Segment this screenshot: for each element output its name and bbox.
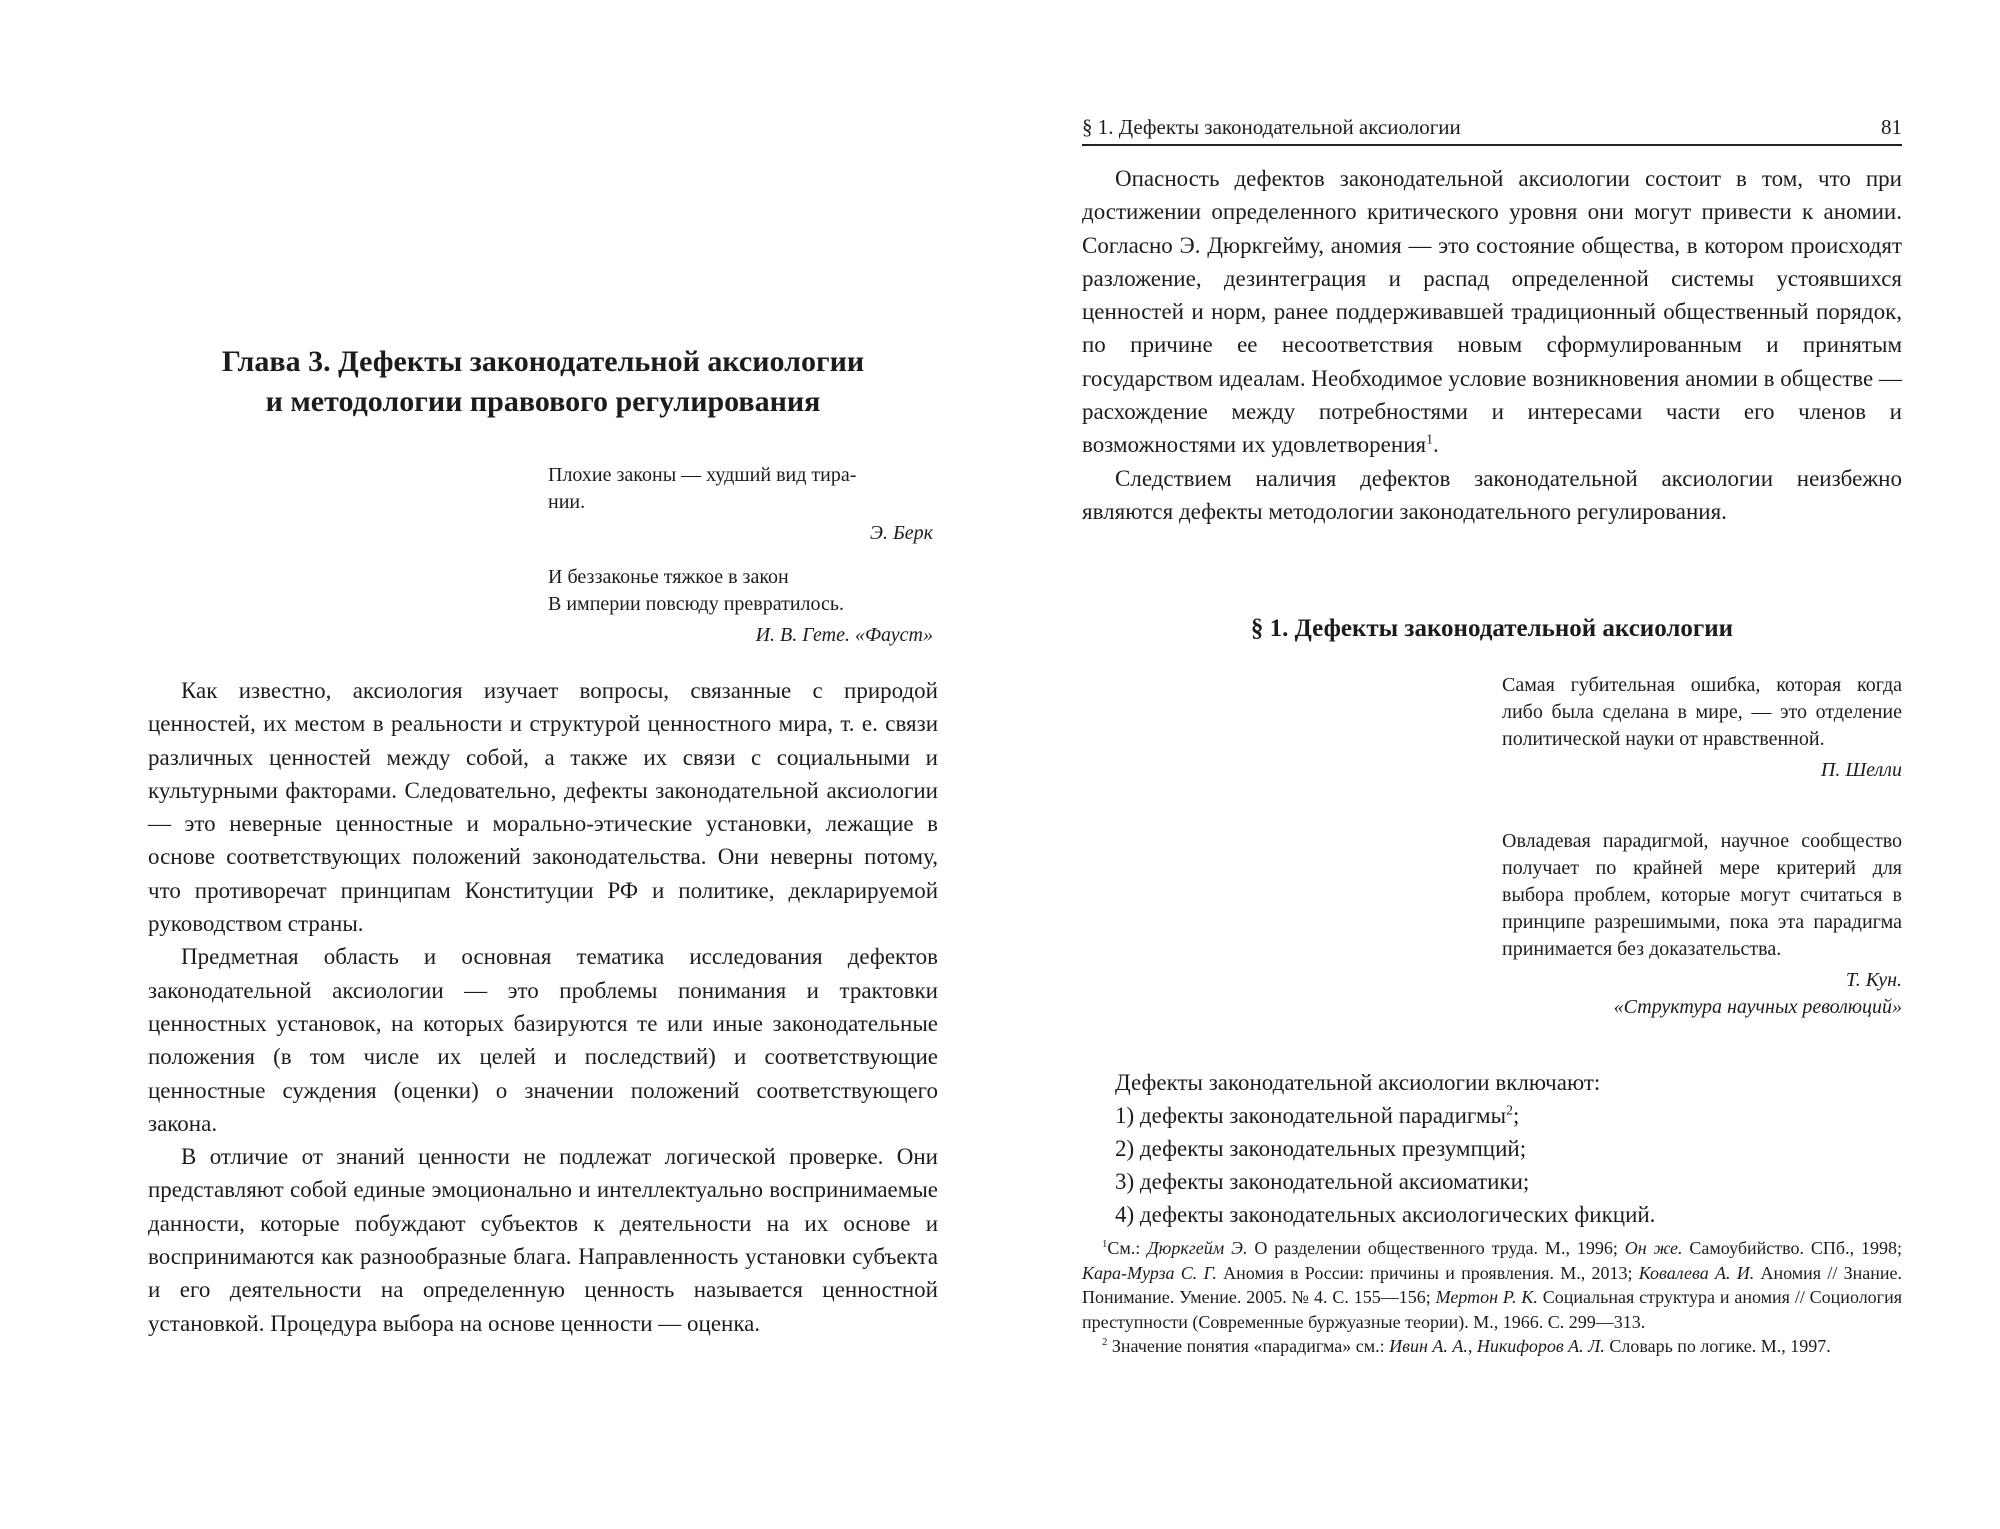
footnote-author: Дюркгейм Э. [1147, 1238, 1248, 1258]
footnote-author: Кара-Мурза С. Г. [1082, 1262, 1217, 1283]
running-head-title: § 1. Дефекты законодательной аксиологии [1082, 115, 1461, 139]
footnote-2 [1082, 1334, 1902, 1359]
footnote-ref-1: 1 [1426, 431, 1433, 447]
list-item-end: ; [1512, 1103, 1520, 1128]
epigraph-kuhn [1502, 828, 1902, 1021]
epigraph-line: Плохие законы — худший вид тира- [548, 464, 857, 486]
page-number: 81 [1881, 115, 1902, 139]
paragraph: Как известно, аксиология изучает вопросы, связанные с природой ценностей, их местом в реальности и структурой ценностного мира, т. е. связи различных ценностей между собой, а также их связи с социальными и культурными факторами. Следовательно, дефекты законодательной аксиологии — это неверные ценностные и морально-этические установки, лежащие в основе соответствующих положений законодательства. Они неверны потому, что противоречат принципам Конституции РФ и политике, декларируемой руководством страны. [148, 678, 938, 937]
epigraph-author: Э. Берк [869, 522, 933, 544]
paragraph [1082, 162, 1902, 462]
footnotes [1082, 1236, 1902, 1359]
running-head [1082, 110, 1902, 146]
chapter-title [148, 342, 938, 422]
epigraph-author: П. Шелли [1820, 759, 1902, 781]
right-body-text [1082, 162, 1902, 528]
epigraph-line: нии. [548, 491, 586, 513]
footnote-text: См.: [1107, 1238, 1148, 1258]
defects-list [1115, 1066, 1905, 1231]
footnote-author: Он же. [1624, 1238, 1683, 1258]
epigraph-burke [548, 462, 933, 547]
epigraph-author: И. В. Гете. «Фауст» [755, 624, 933, 646]
chapter-title-line-2: и методологии правового регулирования [265, 385, 821, 418]
paragraph: Предметная область и основная тематика исследования дефектов законодательной аксиологии — это проблемы понимания и трактовки ценностных установок, на которых базируются те или иные законодательные положения (в том числе их целей и последствий) и соответствующие ценностные суждения (оценки) о значении положений соответствующего закона. [148, 944, 938, 1136]
footnote-text: О разделении общественного труда. М., 1996; [1247, 1238, 1625, 1258]
section-title: § 1. Дефекты законодательной аксиологии [1250, 615, 1734, 642]
left-body-text [148, 674, 938, 1340]
footnote-1 [1082, 1236, 1902, 1334]
footnote-ref-2: 2 [1506, 1102, 1513, 1118]
footnote-text: Значение понятия «парадигма» см.: [1107, 1336, 1390, 1356]
list-item: 4) дефекты законодательных аксиологических фикций. [1115, 1202, 1656, 1227]
epigraph-line: В империи повсюду превратилось. [548, 593, 844, 615]
footnote-text: Аномия // Знание. Понимание. Умение. 2005. № 4. С. 155—156; [1082, 1262, 1902, 1307]
epigraph-shelley [1502, 672, 1902, 784]
footnote-text: Аномия в России: причины и проявления. М., 2013; [1216, 1262, 1639, 1283]
paragraph: В отличие от знаний ценности не подлежат логической проверке. Они представляют собой единые эмоционально и интеллектуально воспринимаемые данности, которые побуждают субъектов к деятельности на их основе и воспринимаются как разнообразные блага. Направленность установки субъекта и его деятельности на определенную ценность называется ценностной установкой. Процедура выбора на основе ценности — оценка. [148, 1144, 938, 1336]
list-item: 2) дефекты законодательных презумпций; [1115, 1136, 1527, 1161]
epigraph-author: Т. Кун. [1845, 969, 1902, 991]
footnote-text: Самоубийство. СПб., 1998; [1682, 1238, 1902, 1258]
footnote-number: 1 [1102, 1238, 1108, 1250]
list-intro: Дефекты законодательной аксиологии включают: [1115, 1070, 1601, 1095]
epigraph-goethe [548, 564, 933, 649]
list-item-text: 1) дефекты законодательной парадигмы [1115, 1103, 1507, 1128]
footnote-text: Словарь по логике. М., 1997. [1604, 1336, 1831, 1356]
footnote-author: Мертон Р. К. [1435, 1287, 1538, 1307]
epigraph-line: И беззаконье тяжкое в закон [548, 566, 789, 588]
list-item [1115, 1099, 1905, 1132]
epigraph-text: Самая губительная ошибка, которая когда либо была сделана в мире, — это отделение политической науки от нравственной. [1502, 674, 1902, 750]
epigraph-text: Овладевая парадигмой, научное сообщество получает по крайней мере критерий для выбора проблем, которые могут считаться в принципе разрешимыми, пока эта парадигма принимается без доказательства. [1502, 830, 1902, 960]
epigraph-source: «Структура научных революций» [1613, 996, 1902, 1018]
paragraph-text: Опасность дефектов законодательной аксиологии состоит в том, что при достижении определенного критического уровня они могут привести к аномии. Согласно Э. Дюркгейму, аномия — это состояние общества, в котором происходят разложение, дезинтеграция и распад определенной системы устоявшихся ценностей и норм, ранее поддерживавшей традиционный общественный порядок, по причине ее несоответствия новым сформулированным и принятым государством идеалам. Необходимое условие возникновения аномии в обществе — расхождение между потребностями и интересами части его членов и возможностями их удовлетворения [1082, 166, 1902, 458]
footnote-author: Ивин А. А., Никифоров А. Л. [1389, 1336, 1605, 1356]
paragraph: Следствием наличия дефектов законодательной аксиологии неизбежно являются дефекты методологии законодательного регулирования. [1082, 465, 1902, 524]
footnote-text: Социальная структура и аномия // Социология преступности (Современные буржуазные теории). М., 1966. С. 299—313. [1082, 1287, 1902, 1332]
paragraph-end: . [1433, 432, 1439, 458]
footnote-author: Ковалева А. И. [1638, 1262, 1755, 1283]
chapter-title-line-1: Глава 3. Дефекты законодательной аксиологии [221, 345, 865, 378]
footnote-number: 2 [1102, 1336, 1108, 1348]
list-item: 3) дефекты законодательной аксиоматики; [1115, 1169, 1530, 1194]
